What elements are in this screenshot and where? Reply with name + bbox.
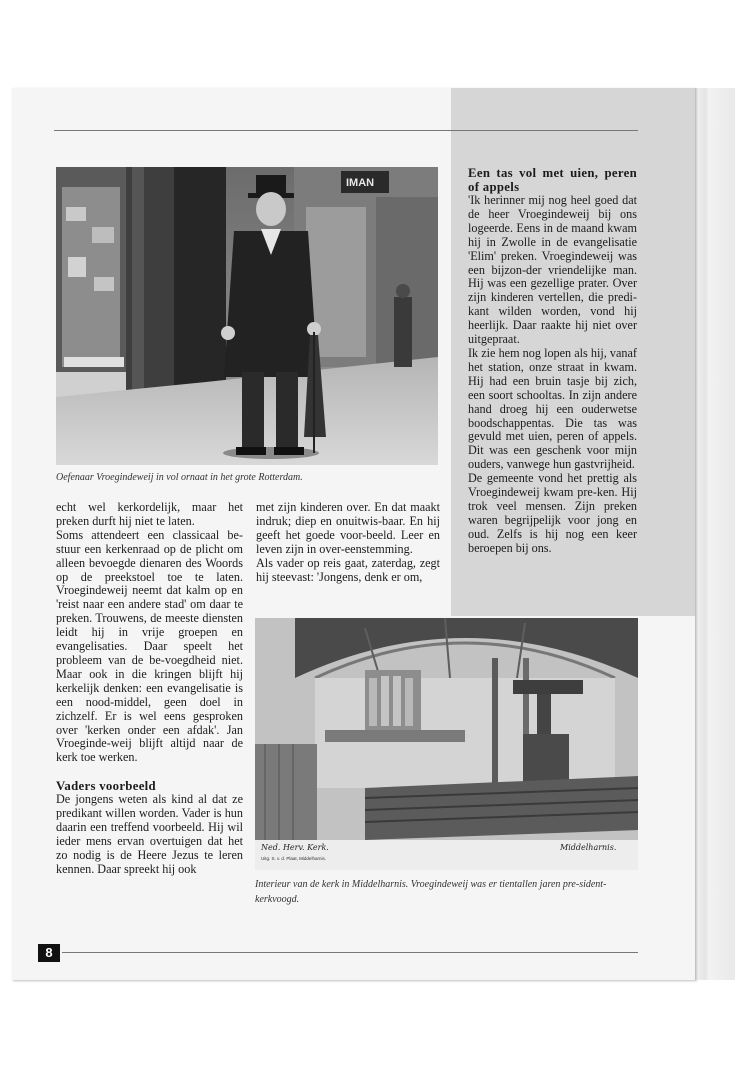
article-column-middle	[256, 501, 440, 584]
top-rule	[54, 130, 638, 131]
section-heading: Vaders voorbeeld	[56, 779, 156, 794]
paragraph: Ik zie hem nog lopen als hij, vanaf het station, onze straat in kwam. Hij had een bruin tasje bij zich, een soort schooltas. In zijn andere hand droeg hij een ouderwetse boodschappentas. Die tas was gevuld met uien, peren of appels. Dit was een geschenk voor mijn ouders, vanwege hun gastvrijheid.	[468, 345, 637, 472]
paragraph: 'Ik herinner mij nog heel goed dat de heer Vroegindeweij bij ons logeerde. Eens in de maand kwam hij in Zwolle in de evangelisatie 'Elim' preken. Vroegindeweij was een bijzon-der vriendelijke man. Hij was een gezellige prater. Over zijn kinderen vertellen, die predi-kant wilden worden, vond hij heerlijk. Daar raakte hij niet over uitgepraat.	[468, 193, 637, 347]
section-heading: Een tas vol met uien, peren of appels	[468, 166, 637, 194]
photo2-caption: Interieur van de kerk in Middelharnis. Vroegindeweij was er tientallen jaren pre-sident-kerkvoogd.	[255, 879, 607, 905]
postcard-publisher: Uitg. S. v. d. Plaat, Middelharnis.	[261, 856, 326, 861]
church-photo	[255, 618, 638, 870]
paragraph: echt wel kerkordelijk, maar het preken durft hij niet te laten.	[56, 500, 243, 528]
page-edge	[695, 88, 735, 980]
article-column-right	[468, 166, 637, 556]
photo1-caption: Oefenaar Vroegindeweij in vol ornaat in het grote Rotterdam.	[56, 472, 303, 483]
historical-street-photo-icon	[56, 167, 438, 465]
page-number: 8	[38, 944, 60, 962]
paragraph: met zijn kinderen over. En dat maakt indruk; diep en onuitwis-baar. En hij geeft het goede voor-beeld. Leer en leven zijn in over-eenstemming.	[256, 500, 440, 556]
shop-sign: IMAN	[346, 177, 375, 189]
paragraph: De gemeente vond het prettig als Vroegindeweij kwam pre-ken. Hij trok veel mensen. Zijn preken waren begrijpelijk voor jong en oud. Zelfs is hij nog een keer beroepen bij ons.	[468, 471, 637, 555]
postcard-title-left: Ned. Herv. Kerk.	[261, 843, 329, 852]
postcard-title-right: Middelharnis.	[560, 843, 617, 852]
article-column-left	[56, 501, 243, 877]
paragraph: De jongens weten als kind al dat ze predikant willen worden. Vader is hun daarin een treffend voorbeeld. Hij wil ieder mens ervan overtuigen dat het zo nodig is de Heere Jezus te leren kennen. Daar spreekt hij ook	[56, 792, 243, 876]
paragraph: Als vader op reis gaat, zaterdag, zegt hij steevast: 'Jongens, denk er om,	[256, 555, 440, 584]
paragraph: Soms attendeert een classicaal be-stuur een kerkenraad op de plicht om alleen bevoegde dienaren des Woords op de preekstoel toe te laten. Vroegindeweij neemt dat kalm op en 'reist naar een andere stad' om daar te preken. Trouwens, de meeste diensten leidt hij in vrije groepen en evangelisaties. Daar speelt het probleem van de be-voegdheid niet. Maar ook in die kringen blijft hij kerkelijk denken: een evangelisatie is een nood-middel, geen doel in zichzelf. Er is wel eens gesproken over 'kerken onder een afdak'. Jan Vroeginde-weij blijft altijd naar de kerk toe werken.	[56, 527, 243, 765]
bottom-rule	[62, 952, 638, 953]
street-photo	[56, 167, 438, 465]
church-interior-postcard-icon	[255, 618, 638, 870]
